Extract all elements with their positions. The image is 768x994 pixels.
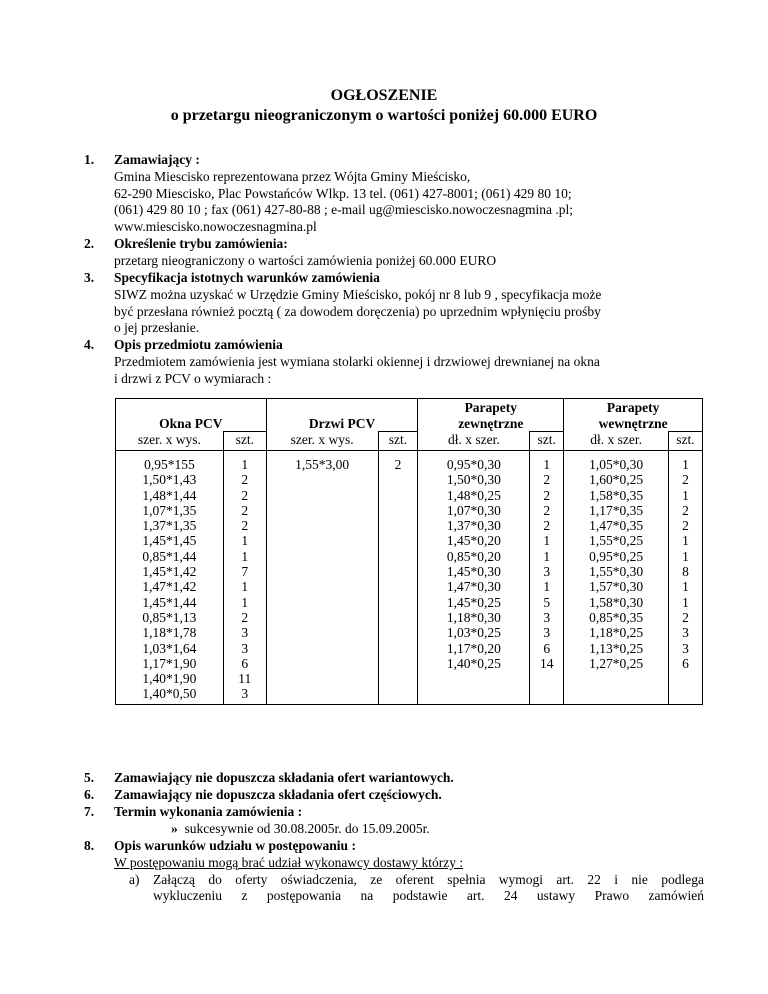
website-link[interactable]: www.miescisko.nowoczesnagmina.pl [114, 219, 317, 235]
table-cell: 1,55*0,30 [589, 564, 644, 580]
table-cell: 1,07*1,35 [142, 502, 197, 518]
table-cell: 1,55*3,00 [295, 457, 350, 472]
table-cell: 1,45*0,25 [446, 594, 501, 610]
table-cell: 2 [543, 502, 551, 518]
section-line: o jej przesłanie. [114, 320, 200, 336]
section-5 [84, 770, 704, 787]
table-cell: 1 [682, 533, 689, 549]
table-cell: 1,40*0,50 [142, 686, 197, 702]
underlined-line: W postępowaniu mogą brać udział wykonawcy dostawy którzy : [114, 854, 464, 870]
table-cell: 1,03*0,25 [446, 625, 501, 641]
document-title: OGŁOSZENIE [330, 87, 438, 104]
table-cell: 1,17*0,35 [589, 502, 644, 518]
section-3 [84, 270, 704, 337]
table-cell: 1,17*0,20 [446, 640, 501, 656]
section-8 [84, 838, 704, 905]
wewnetrzne-dimensions-column [564, 451, 669, 705]
section-heading: Określenie trybu zamówienia: [114, 236, 288, 251]
section-number: 6. [84, 787, 95, 802]
section-number: 5. [84, 770, 95, 785]
table-cell: 1 [543, 579, 551, 595]
table-cell: 3 [241, 625, 249, 641]
document-subtitle: o przetargu nieograniczonym o wartości poniżej 60.000 EURO [170, 107, 598, 124]
table-cell: 1,13*0,25 [589, 640, 644, 656]
zewnetrzne-dimensions-column [418, 451, 530, 705]
table-cell: 1,18*1,78 [142, 625, 197, 641]
table-cell: 1 [241, 579, 249, 595]
table-cell: 7 [241, 564, 249, 580]
table-cell: 1,50*1,43 [142, 472, 197, 488]
table-cell: 1 [241, 533, 249, 549]
table-cell: 1,40*1,90 [142, 671, 197, 687]
table-cell: 0,85*0,20 [446, 548, 501, 564]
header-okna: Okna PCV [116, 399, 267, 432]
section-line: Gmina Miescisko reprezentowana przez Wójta Gminy Mieścisko, [114, 168, 471, 184]
table-header-row [116, 399, 703, 432]
table-cell: 2 [543, 487, 551, 503]
section-line: i drzwi z PCV o wymiarach : [114, 370, 272, 386]
section-number: 8. [84, 838, 95, 853]
table-cell: 1 [543, 533, 551, 549]
table-cell: 2 [682, 609, 689, 625]
table-cell: 0,95*0,30 [446, 457, 501, 472]
table-cell: 1 [241, 548, 249, 564]
table-cell: 1,27*0,25 [589, 655, 644, 671]
table-cell: 1,47*0,30 [446, 579, 501, 595]
table-cell: 8 [682, 564, 689, 580]
section-heading: Opis warunków udziału w postępowaniu : [114, 838, 356, 853]
bullet-arrow-icon: » [171, 820, 178, 836]
table-cell: 1,57*0,30 [589, 579, 644, 595]
table-cell: 6 [682, 655, 689, 671]
section-heading: Zamawiający nie dopuszcza składania ofert częściowych. [114, 787, 442, 802]
section-number: 4. [84, 337, 95, 352]
table-cell: 2 [241, 518, 249, 534]
table-cell: 1 [543, 457, 551, 472]
table-cell: 1,58*0,35 [589, 487, 644, 503]
table-cell: 1,48*0,25 [446, 487, 501, 503]
header-parapety-wewnetrzne: Parapety wewnętrzne [564, 399, 703, 432]
table-cell: 1 [682, 594, 689, 610]
bullet-line [171, 821, 704, 838]
header-drzwi: Drzwi PCV [266, 399, 418, 432]
section-line: przetarg nieograniczony o wartości zamówienia poniżej 60.000 EURO [114, 252, 497, 268]
table-cell: 1,45*1,42 [142, 564, 197, 580]
table-cell: 1,47*0,35 [589, 518, 644, 534]
section-line: być przesłana również pocztą ( za dowodem doręczenia) po uprzednim wpłynięciu prośby [114, 303, 601, 319]
table-cell: 1,37*0,30 [446, 518, 501, 534]
section-heading: Specyfikacja istotnych warunków zamówienia [114, 270, 380, 285]
table-cell: 1,45*0,30 [446, 564, 501, 580]
table-cell: 1,48*1,44 [142, 487, 197, 503]
table-cell: 2 [543, 472, 551, 488]
zewnetrzne-quantity-column [530, 451, 564, 705]
section-number: 1. [84, 152, 95, 167]
table-cell: 1,18*0,30 [446, 609, 501, 625]
table-cell: 2 [682, 472, 689, 488]
table-cell: 0,85*1,44 [142, 548, 197, 564]
table-cell: 2 [241, 609, 249, 625]
table-cell: 1 [241, 594, 249, 610]
table-cell: 2 [241, 487, 249, 503]
table-cell: 1,45*0,20 [446, 533, 501, 549]
table-cell: 2 [682, 518, 689, 534]
table-cell: 3 [543, 609, 551, 625]
table-cell: 6 [543, 640, 551, 656]
section-line: Przedmiotem zamówienia jest wymiana stolarki okiennej i drzwiowej drewnianej na okna [114, 353, 600, 369]
table-cell: 5 [543, 594, 551, 610]
table-cell: 2 [543, 518, 551, 534]
table-cell: 0,85*0,35 [589, 609, 644, 625]
list-label: a) [129, 871, 140, 887]
table-cell: 14 [539, 655, 554, 671]
table-cell: 2 [394, 457, 402, 472]
table-cell: 1 [682, 548, 689, 564]
table-cell: 1,55*0,25 [589, 533, 644, 549]
table-cell: 3 [682, 625, 689, 641]
subheader-qty: szt. [530, 432, 564, 451]
section-line: SIWZ można uzyskać w Urzędzie Gminy Mieścisko, pokój nr 8 lub 9 , specyfikacja może [114, 286, 602, 302]
section-2 [84, 236, 704, 270]
table-cell: 1 [682, 487, 689, 503]
table-cell: 1,50*0,30 [446, 472, 501, 488]
table-cell: 11 [238, 671, 252, 687]
table-cell: 2 [682, 502, 689, 518]
header-parapety-zewnetrzne: Parapety zewnętrzne [418, 399, 564, 432]
bullet-text: sukcesywnie od 30.08.2005r. do 15.09.2005r. [184, 820, 430, 836]
subheader-qty: szt. [223, 432, 266, 451]
section-4 [84, 337, 704, 387]
section-number: 7. [84, 804, 95, 819]
section-heading: Opis przedmiotu zamówienia [114, 337, 283, 352]
table-cell: 1,45*1,44 [142, 594, 197, 610]
table-cell: 3 [543, 625, 551, 641]
subheader-qty: szt. [668, 432, 702, 451]
table-cell: 1,60*0,25 [589, 472, 644, 488]
section-heading: Zamawiający nie dopuszcza składania ofert wariantowych. [114, 770, 454, 785]
dimensions-table [115, 398, 703, 705]
table-cell: 1,37*1,35 [142, 518, 197, 534]
okna-quantity-column [223, 451, 266, 705]
table-cell: 1,47*1,42 [142, 579, 197, 595]
subheader-qty: szt. [378, 432, 418, 451]
table-cell: 1 [682, 579, 689, 595]
table-cell: 0,95*155 [144, 457, 195, 472]
table-cell: 0,85*1,13 [142, 609, 197, 625]
section-7 [84, 804, 704, 838]
section-line: 62-290 Miescisko, Plac Powstańców Wlkp. 13 tel. (061) 427-8001; (061) 429 80 10; [114, 185, 572, 201]
table-data-row [116, 451, 703, 705]
table-cell: 1,58*0,30 [589, 594, 644, 610]
section-1 [84, 152, 704, 236]
table-cell: 1,17*1,90 [142, 655, 197, 671]
list-text-line: Załączą do oferty oświadczenia, ze oferent spełnia wymogi art. 22 i nie podlega [153, 871, 704, 887]
list-text-line: wykluczeniu z postępowania na podstawie art. 24 ustawy Prawo zamówień [153, 888, 704, 904]
subheader-dim: dł. x szer. [564, 432, 669, 451]
drzwi-quantity-column [378, 451, 418, 705]
section-line: (061) 429 80 10 ; fax (061) 427-80-88 ; e-mail ug@miescisko.nowoczesnagmina .pl; [114, 202, 573, 218]
table-cell: 1 [543, 548, 551, 564]
list-item-a [129, 872, 704, 906]
okna-dimensions-column [116, 451, 224, 705]
table-cell: 3 [543, 564, 551, 580]
wewnetrzne-quantity-column [668, 451, 702, 705]
table-cell: 1,40*0,25 [446, 655, 501, 671]
drzwi-dimensions-column [266, 451, 378, 705]
table-subheader-row [116, 432, 703, 451]
table-cell: 3 [682, 640, 689, 656]
table-cell: 2 [241, 502, 249, 518]
table-cell: 3 [241, 686, 249, 702]
section-number: 2. [84, 236, 95, 251]
section-heading: Zamawiający : [114, 152, 200, 167]
subheader-dim: szer. x wys. [266, 432, 378, 451]
table-cell: 2 [241, 472, 249, 488]
table-cell: 1 [682, 457, 689, 472]
table-cell: 6 [241, 655, 249, 671]
table-cell: 1,45*1,45 [142, 533, 197, 549]
subheader-dim: dł. x szer. [418, 432, 530, 451]
table-cell: 1,07*0,30 [446, 502, 501, 518]
section-number: 3. [84, 270, 95, 285]
subheader-dim: szer. x wys. [116, 432, 224, 451]
table-cell: 3 [241, 640, 249, 656]
table-cell: 0,95*0,25 [589, 548, 644, 564]
table-cell: 1,05*0,30 [589, 457, 644, 472]
table-cell: 1,18*0,25 [589, 625, 644, 641]
table-cell: 1 [241, 457, 249, 472]
section-heading: Termin wykonania zamówienia : [114, 804, 303, 819]
section-6 [84, 787, 704, 804]
table-cell: 1,03*1,64 [142, 640, 197, 656]
